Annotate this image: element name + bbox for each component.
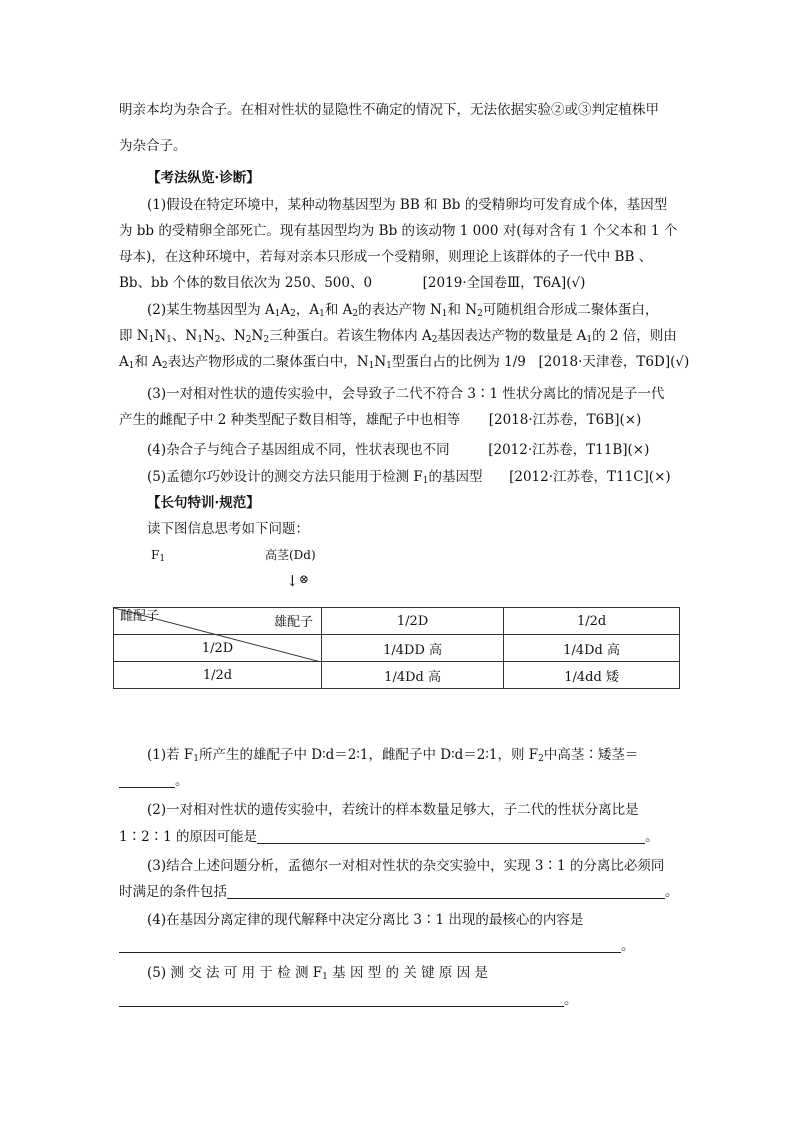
item2-source: [2018·天津卷，T6D](√)	[538, 354, 690, 370]
item1-text: Bb、bb 个体的数目依次为 250、500、0	[119, 275, 373, 291]
col-header: 1/2D	[322, 608, 504, 635]
f1-label: $F_1$	[151, 548, 166, 564]
intro-line-2: 为杂合子。	[119, 138, 187, 154]
item1-line-2: 为 bb 的受精卵全部死亡。现有基因型均为 Bb 的该动物 1 000 对(每对含有 1 个父本和 1 个	[119, 223, 678, 239]
section-heading-kaofa: 【考法纵览·诊断】	[147, 170, 260, 186]
diagram-prompt: 读下图信息思考如下问题：	[147, 521, 309, 537]
item1-source: [2019·全国卷Ⅲ，T6A](√)	[422, 275, 586, 291]
item1-line-1: (1)假设在特定环境中，某种动物基因型为 BB 和 Bb 的受精卵均可发育成个体，基因型	[147, 197, 668, 213]
table-cell: 1/4dd 矮	[504, 662, 680, 689]
intro-line-1: 明亲本均为杂合子。在相对性状的显隐性不确定的情况下，无法依据实验②或③判定植株甲	[119, 102, 659, 118]
item1-line-4	[119, 274, 585, 292]
item2-line-3: $A_1$和 $A_2$表达产物形成的二聚体蛋白中，$N_1N_1$型蛋白占的比例为 1/9 [2018·天津卷，T6D](√)	[119, 354, 690, 371]
question-2-line-2: 1∶2∶1 的原因可能是 。	[119, 829, 659, 845]
question-1-line-1: (1)若 $F_1$所产生的雄配子中 D∶d＝2∶1，雌配子中 D∶d＝2∶1，则 $F_2$中高茎∶矮茎＝	[147, 747, 639, 764]
table-cell: 1/4Dd 高	[322, 662, 504, 689]
question-5-line-2: 。	[119, 991, 578, 1009]
down-arrow-icon: ↓	[286, 572, 299, 590]
table-corner-cell	[114, 608, 322, 635]
row-header: 1/2D	[114, 635, 322, 662]
item5-line: (5)孟德尔巧妙设计的测交方法只能用于检测 $F_1$的基因型 [2012·江苏卷，T11C](×)	[147, 469, 671, 486]
item2-line-1: (2)某生物基因型为 $A_1A_2$，$A_1$和 $A_2$的表达产物 $N_1$和 $N_2$可随机组合形成二聚体蛋白，	[147, 302, 659, 319]
question-4-line-2: 。	[119, 937, 635, 955]
question-5-line-1: (5) 测 交 法 可 用 于 检 测 $F_1$ 基 因 型 的 关 键 原 因 是	[147, 965, 488, 982]
table-cell: 1/4Dd 高	[504, 635, 680, 662]
answer-blank[interactable]	[119, 938, 621, 953]
col-header: 1/2d	[504, 608, 680, 635]
answer-blank[interactable]	[119, 992, 564, 1007]
item4-source: [2012·江苏卷，T11B](×)	[488, 442, 650, 458]
item3-source: [2018·江苏卷，T6B](×)	[488, 412, 642, 428]
section-heading-changju: 【长句特训·规范】	[147, 495, 260, 511]
corner-label-female: 雌配子	[120, 609, 160, 624]
parent-genotype: 高茎(Dd)	[265, 548, 316, 562]
row-header: 1/2d	[114, 662, 322, 689]
item3-line-1: (3)一对相对性状的遗传实验中，会导致子二代不符合 3∶1 性状分离比的情况是子一代	[147, 386, 665, 402]
item2-line-2: 即 $N_1N_1$、$N_1N_2$、$N_2N_2$三种蛋白。若该生物体内 $A_2$基因表达产物的数量是 $A_1$的 2 倍，则由	[119, 328, 677, 345]
question-3-line-1: (3)结合上述问题分析，孟德尔一对相对性状的杂交实验中，实现 3∶1 的分离比必须同	[147, 858, 665, 874]
item1-line-3: 母本)，在这种环境中，若每对亲本只形成一个受精卵，则理论上该群体的子一代中 BB 、	[119, 249, 653, 265]
question-3-line-2: 时满足的条件包括 。	[119, 884, 679, 900]
item5-source: [2012·江苏卷，T11C](×)	[509, 469, 671, 485]
question-2-line-1: (2)一对相对性状的遗传实验中，若统计的样本数量足够大，子二代的性状分离比是	[147, 802, 639, 818]
table-cell: 1/4DD 高	[322, 635, 504, 662]
punnett-table	[113, 607, 680, 689]
corner-label-male: 雄配子	[273, 615, 313, 630]
table-row	[114, 662, 680, 689]
item4-line: (4)杂合子与纯合子基因组成不同，性状表现也不同 [2012·江苏卷，T11B](×)	[147, 442, 650, 458]
answer-blank[interactable]	[119, 773, 175, 788]
self-cross-icon: ⊗	[299, 572, 310, 586]
item3-line-2: 产生的雌配子中 2 种类型配子数目相等，雄配子中也相等 [2018·江苏卷，T6B](×)	[119, 412, 642, 428]
question-4-line-1: (4)在基因分离定律的现代解释中决定分离比 3∶1 出现的最核心的内容是	[147, 912, 584, 928]
answer-blank[interactable]	[257, 829, 645, 844]
question-1-line-2: 。	[119, 772, 189, 790]
answer-blank[interactable]	[227, 884, 665, 899]
